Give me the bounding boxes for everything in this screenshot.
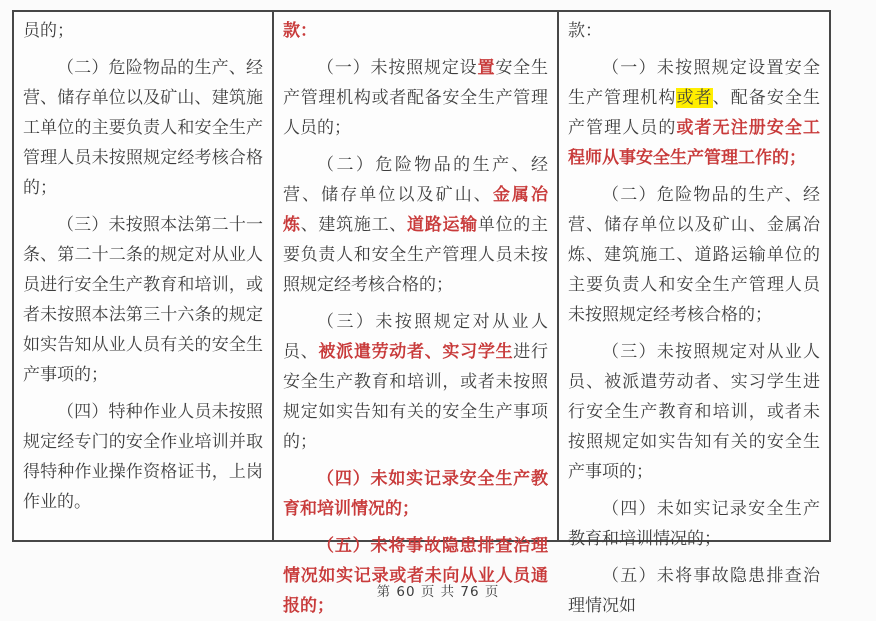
paragraph bbox=[283, 53, 548, 143]
paragraph bbox=[568, 16, 820, 46]
paragraph bbox=[283, 150, 548, 300]
paragraph bbox=[23, 210, 263, 390]
text-run-red: 金属冶炼 bbox=[283, 185, 549, 235]
text-run-black: （三）未按照规定对从业人员、 bbox=[283, 312, 548, 362]
text-run-black: （二）危险物品的生产、经营、储存单位以及矿山、建筑施工单位的主要负责人和安全生产管理人员未按照规定经考核合格的； bbox=[23, 58, 263, 198]
text-run-red: 或者无注册安全工程师从事安全生产管理工作的； bbox=[568, 118, 821, 168]
paragraph bbox=[568, 180, 820, 330]
text-run-red: 道路运输 bbox=[407, 215, 478, 235]
text-run-black: （二）危险物品的生产、经营、储存单位以及矿山、金属冶炼、建筑施工、道路运输单位的主要负责人和安全生产管理人员未按照规定经考核合格的； bbox=[568, 185, 820, 325]
text-run-black: 安全生产管理机构或者配备安全生产管理人员的； bbox=[283, 58, 549, 138]
table-column-right bbox=[559, 12, 829, 616]
page-number-footer: 第 60 页 共 76 页 bbox=[376, 584, 500, 600]
paragraph bbox=[283, 531, 548, 621]
paragraph bbox=[23, 16, 263, 46]
text-run-black: （三）未按照规定对从业人员、被派遣劳动者、实习学生进行安全生产教育和培训，或者未按照规定如实告知有关的安全生产事项的； bbox=[568, 342, 820, 482]
paragraph bbox=[283, 307, 548, 457]
table-column-left bbox=[14, 12, 274, 540]
text-run-red: 被派遣劳动者、实习学生 bbox=[318, 342, 514, 362]
paragraph bbox=[23, 397, 263, 517]
text-run-red: （五）未将事故隐患排查治理情况如实记录或者未向从业人员通报的； bbox=[283, 536, 548, 616]
text-run-black: （四）未如实记录安全生产教育和培训情况的； bbox=[568, 499, 820, 549]
text-run-black: （一）未按照规定设置安全生产管理机构 bbox=[568, 58, 820, 108]
text-run-red: 款： bbox=[283, 21, 317, 41]
text-run-black: 员的； bbox=[23, 21, 74, 41]
text-run-black: 款： bbox=[568, 21, 602, 41]
text-run-black: 进行安全生产教育和培训，或者未按照规定如实告知有关的安全生产事项的； bbox=[283, 342, 549, 452]
text-run-red: 置 bbox=[477, 58, 496, 78]
text-run-black: （一）未按照规定设 bbox=[317, 58, 478, 78]
text-run-black: 、建筑施工、 bbox=[300, 215, 408, 235]
text-run-black: （四）特种作业人员未按照规定经专门的安全作业培训并取得特种作业操作资格证书，上岗作业的。 bbox=[23, 402, 263, 512]
text-run-black: 单位的主要负责人和安全生产管理人员未按照规定经考核合格的； bbox=[283, 215, 549, 295]
paragraph bbox=[568, 53, 820, 173]
text-run-red: （四）未如实记录安全生产教育和培训情况的； bbox=[283, 469, 548, 519]
paragraph bbox=[283, 16, 548, 46]
text-run-black: （三）未按照本法第二十一条、第二十二条的规定对从业人员进行安全生产教育和培训，或者未按照本法第三十六条的规定如实告知从业人员有关的安全生产事项的； bbox=[23, 215, 263, 385]
paragraph bbox=[23, 53, 263, 203]
text-run-highlight: 或者 bbox=[676, 88, 713, 108]
text-run-black: （二）危险物品的生产、经营、储存单位以及矿山、 bbox=[283, 155, 548, 205]
text-run-black: 、配备安全生产管理人员的 bbox=[568, 88, 821, 138]
text-run-black: （五）未将事故隐患排查治理情况如 bbox=[568, 566, 820, 616]
paragraph bbox=[568, 337, 820, 487]
paragraph bbox=[568, 494, 820, 554]
paragraph bbox=[283, 464, 548, 524]
